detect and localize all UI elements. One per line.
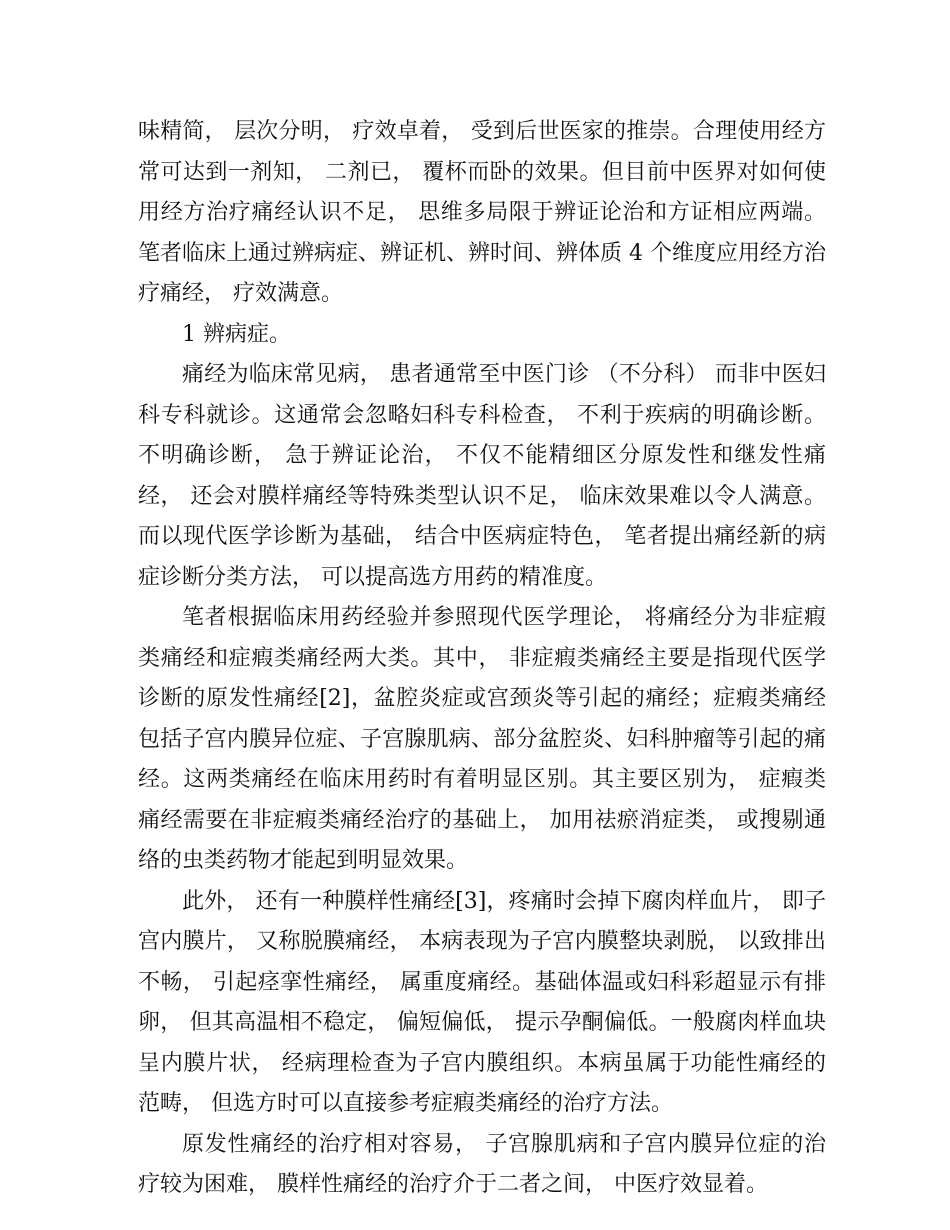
paragraph-intro: 味精简， 层次分明， 疗效卓着， 受到后世医家的推崇。合理使用经方常可达到一剂知， 二剂已， 覆杯而卧的效果。但目前中医界对如何使用经方治疗痛经认识不足， 思维多局限于辨证论治和方证相应两端。笔者临床上通过辨病症、辨证机、辨时间、辨体质 4 个维度应用经方治疗痛经， 疗效满意。 (138, 119, 826, 306)
paragraph: 原发性痛经的治疗相对容易， 子宫腺肌病和子宫内膜异位症的治疗较为困难， 膜样性痛经的治疗介于二者之间， 中医疗效显着。 (138, 1131, 826, 1197)
paragraph: 笔者根据临床用药经验并参照现代医学理论， 将痛经分为非症瘕类痛经和症瘕类痛经两大类。其中， 非症瘕类痛经主要是指现代医学诊断的原发性痛经[2]，盆腔炎症或宫颈炎等引起的痛经；症瘕类痛经包括子宫内膜异位症、子宫腺肌病、部分盆腔炎、妇科肿瘤等引起的痛经。这两类痛经在临床用药时有着明显区别。其主要区别为， 症瘕类痛经需要在非症瘕类痛经治疗的基础上， 加用祛瘀消症类， 或搜剔通络的虫类药物才能起到明显效果。 (138, 605, 826, 873)
paragraph: 此外， 还有一种膜样性痛经[3]，疼痛时会掉下腐肉样血片， 即子宫内膜片， 又称脱膜痛经， 本病表现为子宫内膜整块剥脱， 以致排出不畅， 引起痉挛性痛经， 属重度痛经。基础体温或妇科彩超显示有排卵， 但其高温相不稳定， 偏短偏低， 提示孕酮偏低。一般腐肉样血块呈内膜片状， 经病理检查为子宫内膜组织。本病虽属于功能性痛经的范畴， 但选方时可以直接参考症瘕类痛经的治疗方法。 (138, 888, 826, 1116)
document-body (138, 112, 826, 1206)
paragraph: 痛经为临床常见病， 患者通常至中医门诊 （不分科） 而非中医妇科专科就诊。这通常会忽略妇科专科检查， 不利于疾病的明确诊断。不明确诊断， 急于辨证论治， 不仅不能精细区分原发性和继发性痛经， 还会对膜样痛经等特殊类型认识不足， 临床效果难以令人满意。而以现代医学诊断为基础， 结合中医病症特色， 笔者提出痛经新的病症诊断分类方法， 可以提高选方用药的精准度。 (138, 362, 826, 590)
section-heading: 1 辨病症。 (182, 321, 291, 347)
